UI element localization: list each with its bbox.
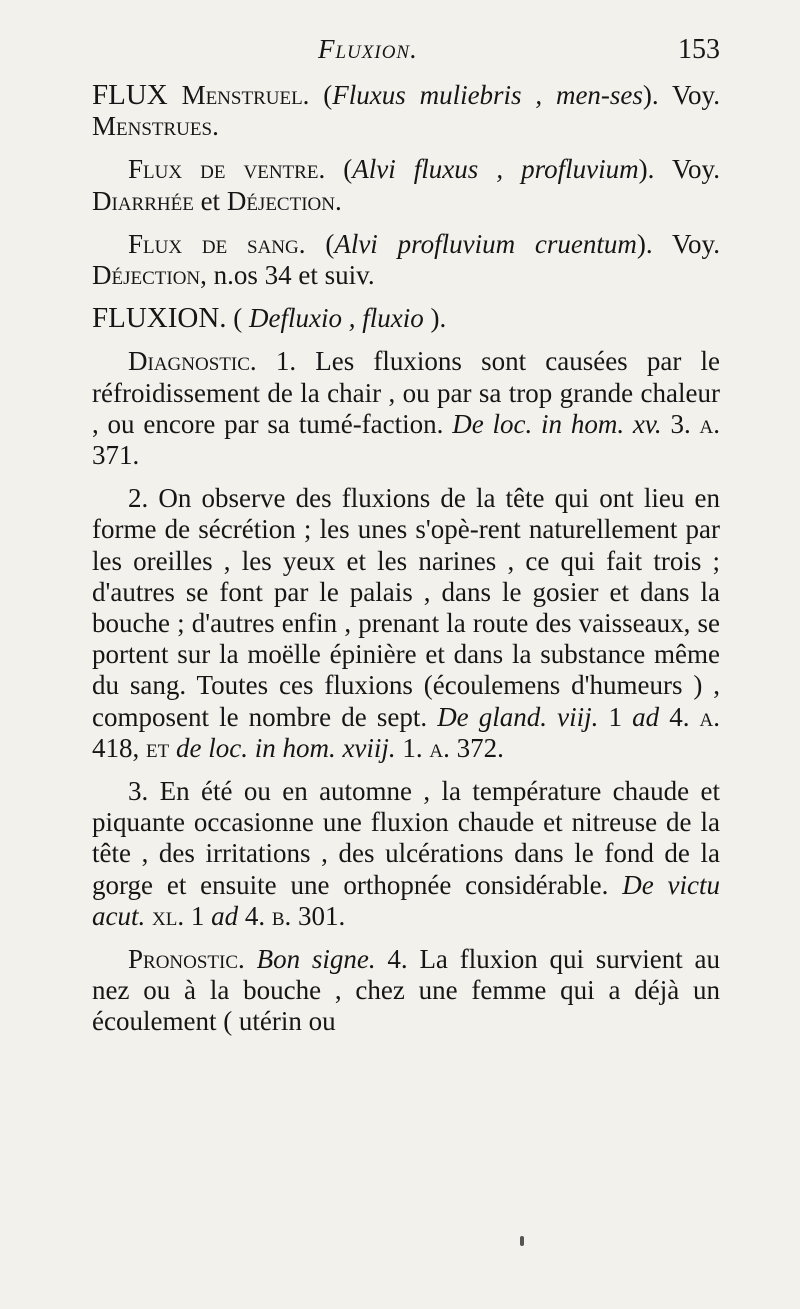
cross-reference: Déjection. [226, 185, 342, 216]
page-body [92, 80, 720, 1038]
citation: ad [211, 900, 239, 931]
entry-flux-de-sang: Flux de sang. (Alvi profluvium cruentum). Voy. Déjection, n.os 34 et suiv. [92, 228, 720, 291]
citation: De victu acut. [92, 869, 721, 931]
paragraph-2 [92, 483, 720, 764]
citation-ref: 4. b. 301. [244, 900, 346, 931]
paragraph-text: 4. La fluxion qui survient au nez ou à la bouche , chez une femme qui a déjà un écoulement ( utérin ou [92, 944, 721, 1037]
running-head [92, 34, 720, 80]
citation: Bon signe. [256, 944, 376, 975]
latin-term: Alvi fluxus , profluvium [352, 154, 639, 185]
entry-fluxion: FLUXION. ( Defluxio , fluxio ). [92, 302, 447, 335]
voy-label: Voy. [671, 228, 720, 259]
entry-flux-de-ventre: Flux de ventre. (Alvi fluxus , profluvium). Voy. Diarrhée et Déjection. [92, 154, 721, 216]
paragraph-text: 3. En été ou en automne , la température chaude et piquante occasionne une fluxion chaude et nitreuse de la tête , des irritations , des ulcérations dans le fond de la gorge et ensuite une orthopnée considérable. [92, 776, 720, 900]
entry-head-rest: Menstruel. [181, 80, 310, 110]
voy-label: Voy. [672, 80, 721, 110]
citation-ref: 3. a. 371. [92, 408, 720, 471]
citation: De loc. in hom. xv. [452, 408, 662, 439]
cross-reference: Déjection [92, 260, 201, 291]
cross-reference: Diarrhée [92, 185, 194, 216]
citation: de loc. in hom. xviij. [175, 732, 396, 763]
paragraph-text: 1. Les fluxions sont causées par le réfroidissement de la chair , ou par sa trop grande chaleur , ou encore par sa tumé-faction. [92, 346, 720, 439]
entry-head: Flux de sang. [128, 228, 306, 259]
entry-head: Flux de ventre. [128, 154, 326, 185]
citation: ad [632, 701, 660, 732]
paragraph-3 [92, 776, 720, 932]
latin-term: Fluxus muliebris , men-ses [332, 80, 643, 110]
citation-ref: 1 [608, 701, 622, 732]
running-title: Fluxion. [318, 34, 418, 64]
section-label: Pronostic. [128, 944, 245, 975]
latin-term: Defluxio , fluxio [249, 303, 424, 334]
voy-label: Voy. [672, 154, 721, 185]
section-label: Diagnostic. [128, 346, 257, 377]
conjunction: et [200, 185, 221, 216]
numbers-ref: , n.os 34 et suiv. [200, 260, 375, 291]
citation-ref: 4. a. 418, et [92, 701, 721, 763]
page-number: 153 [678, 34, 720, 65]
citation: De gland. viij. [437, 701, 599, 732]
ink-mark [520, 1236, 524, 1246]
paragraph-1 [92, 346, 720, 471]
paragraph-4 [92, 944, 720, 1038]
entry-head: FLUXION. [92, 302, 227, 335]
paragraph-text: 2. On observe des fluxions de la tête qui ont lieu en forme de sécrétion ; les unes s'opè-rent naturellement par les oreilles , les yeux et les narines , ce qui fait trois ; d'autres se font par le palais , dans le gosier et dans la bouche ; d'autres enfin , prenant la route des vaisseaux, se portent sur la moëlle épinière et dans la substance même du sang. Toutes ces fluxions (écoulemens d'humeurs ) , composent le nombre de sept. [92, 483, 720, 732]
paren: ( [323, 80, 333, 110]
citation-ref: 1. a. 372. [402, 732, 504, 763]
paren: ). [642, 80, 659, 110]
entry-head: FLUX [92, 79, 168, 111]
cross-reference: Menstrues. [92, 111, 219, 142]
latin-term: Alvi profluvium cruentum [334, 228, 637, 259]
citation-ref: xl. 1 [152, 900, 205, 931]
entry-flux-menstruel [92, 80, 720, 142]
